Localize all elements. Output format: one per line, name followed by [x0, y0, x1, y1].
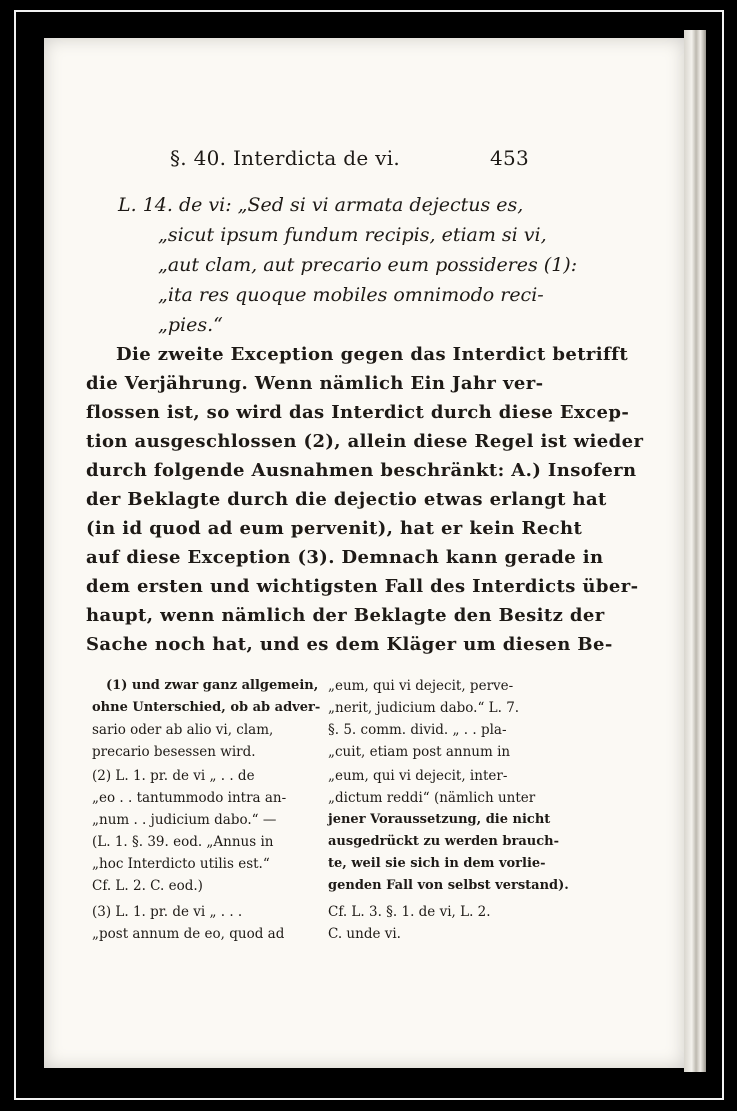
section-title: §. 40. Interdicta de vi.	[170, 146, 401, 170]
body-line: dem ersten und wichtigsten Fall des Interdicts über-	[86, 576, 639, 597]
footnote-line: „num . . judicium dabo.“ —	[92, 812, 277, 828]
body-line: auf diese Exception (3). Demnach kann gerade in	[86, 547, 604, 568]
quote-line: L. 14. de vi: „Sed si vi armata dejectus es,	[118, 194, 524, 216]
page-number: 453	[490, 146, 530, 170]
footnote-line: C. unde vi.	[328, 926, 401, 942]
footnote-line: Cf. L. 3. §. 1. de vi, L. 2.	[328, 904, 491, 920]
body-line: Sache noch hat, und es dem Kläger um diesen Be-	[86, 634, 613, 655]
footnote-line: „eum, qui vi dejecit, inter-	[328, 768, 508, 784]
footnote-line: „eum, qui vi dejecit, perve-	[328, 678, 514, 694]
footnote-line: §. 5. comm. divid. „ . . pla-	[328, 722, 507, 738]
footnote-line: Cf. L. 2. C. eod.)	[92, 878, 203, 894]
body-line: durch folgende Ausnahmen beschränkt: A.) Insofern	[86, 460, 637, 481]
quote-line: „ita res quoque mobiles omnimodo reci-	[158, 284, 544, 306]
footnote-line: (2) L. 1. pr. de vi „ . . de	[92, 768, 255, 784]
body-line: flossen ist, so wird das Interdict durch diese Excep-	[86, 402, 630, 423]
page-edge	[684, 30, 706, 1072]
footnote-line: „dictum reddi“ (nämlich unter	[328, 790, 536, 806]
footnote-line: ausgedrückt zu werden brauch-	[328, 834, 559, 849]
frame-line-bottom	[14, 1098, 724, 1100]
footnote-line: (3) L. 1. pr. de vi „ . . .	[92, 904, 243, 920]
footnote-line: genden Fall von selbst verstand).	[328, 878, 569, 893]
footnote-line: (L. 1. §. 39. eod. „Annus in	[92, 834, 274, 850]
footnote-line: „eo . . tantummodo intra an-	[92, 790, 287, 806]
body-line: (in id quod ad eum pervenit), hat er kein Recht	[86, 518, 583, 539]
body-line: der Beklagte durch die dejectio etwas erlangt hat	[86, 489, 607, 510]
footnote-line: te, weil sie sich in dem vorlie-	[328, 856, 546, 871]
quote-line: „aut clam, aut precario eum possideres (1):	[158, 254, 578, 276]
footnote-line: (1) und zwar ganz allgemein,	[106, 678, 319, 693]
body-line: Die zweite Exception gegen das Interdict betrifft	[116, 344, 629, 365]
frame-line-right	[722, 10, 724, 1100]
body-line: haupt, wenn nämlich der Beklagte den Besitz der	[86, 605, 605, 626]
footnote-line: „post annum de eo, quod ad	[92, 926, 285, 942]
quote-line: „sicut ipsum fundum recipis, etiam si vi,	[158, 224, 547, 246]
footnote-line: ohne Unterschied, ob ab adver-	[92, 700, 321, 715]
footnote-line: sario oder ab alio vi, clam,	[92, 722, 274, 738]
footnote-line: precario besessen wird.	[92, 744, 256, 760]
footnote-line: „hoc Interdicto utilis est.“	[92, 856, 270, 872]
frame-line-top	[14, 10, 724, 12]
footnote-line: jener Voraussetzung, die nicht	[328, 812, 551, 827]
body-line: tion ausgeschlossen (2), allein diese Regel ist wieder	[86, 431, 644, 452]
frame-line-left	[14, 10, 16, 1100]
footnote-line: „cuit, etiam post annum in	[328, 744, 511, 760]
quote-line: „pies.“	[158, 314, 223, 336]
footnote-line: „nerit, judicium dabo.“ L. 7.	[328, 700, 520, 716]
body-line: die Verjährung. Wenn nämlich Ein Jahr ver-	[86, 373, 544, 394]
